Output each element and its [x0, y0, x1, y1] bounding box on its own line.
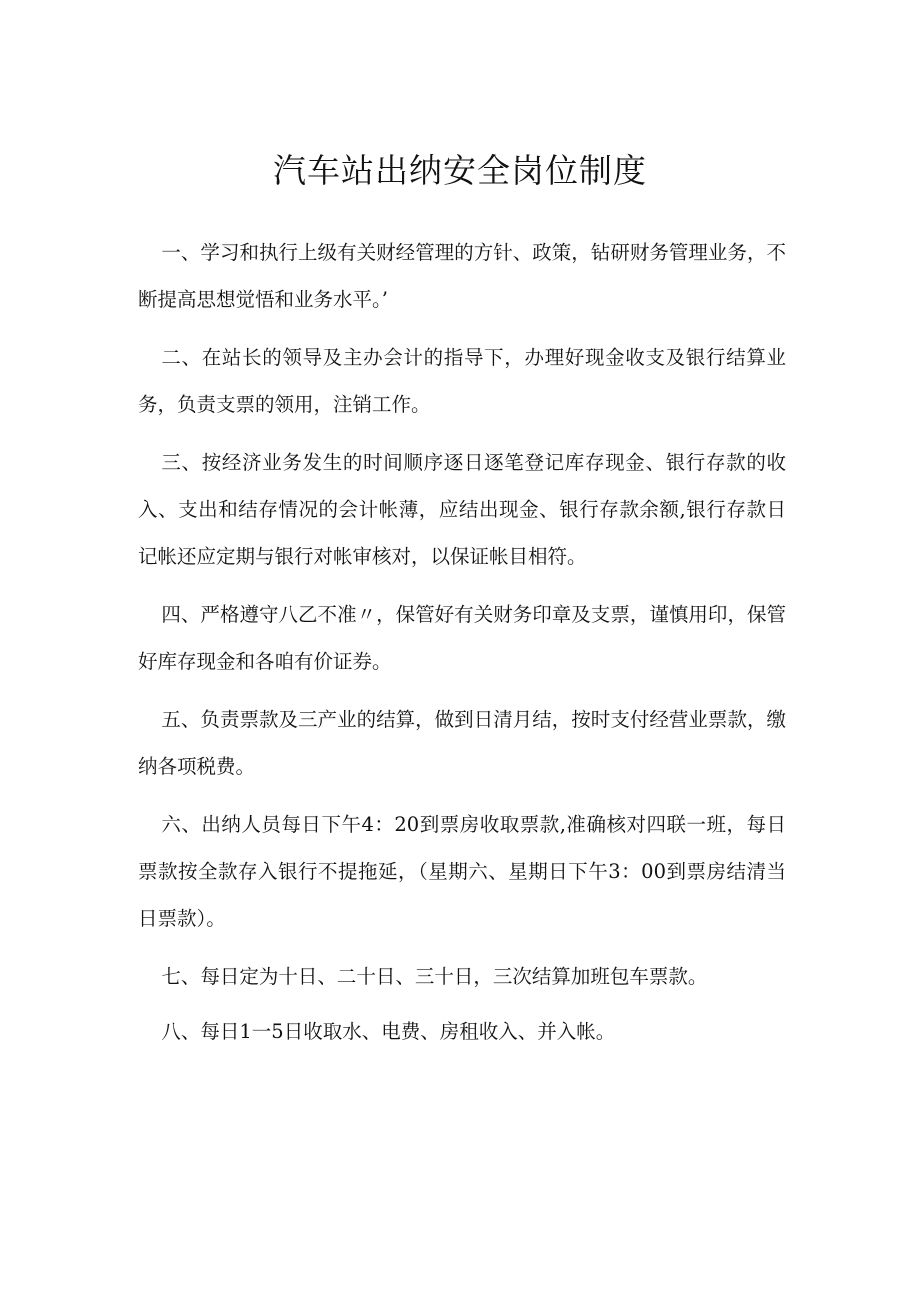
paragraph-6: 六、出纳人员每日下午4：20到票房收取票款,准确核对四联一班，每日票款按全款存入银行不提拖延，（星期六、星期日下午3：00到票房结清当日票款）。	[138, 813, 786, 930]
paragraph-2: 二、在站长的领导及主办会计的指导下，办理好现金收支及银行结算业务，负责支票的领用，注销工作。	[138, 346, 786, 416]
paragraph-4: 四、严格遵守八乙不准〃，保管好有关财务印章及支票，谨慎用印，保管好库存现金和各咱有价证券。	[138, 603, 786, 673]
paragraph-8: 八、每日1一5日收取水、电费、房租收入、并入帐。	[161, 1020, 616, 1043]
paragraph-1: 一、学习和执行上级有关财经管理的方针、政策，钻研财务管理业务，不断提高思想觉悟和业务水平。’	[138, 241, 786, 311]
paragraph-7: 七、每日定为十日、二十日、三十日，三次结算加班包车票款。	[161, 965, 708, 988]
document-body	[138, 229, 786, 1063]
paragraph-3: 三、按经济业务发生的时间顺序逐日逐笔登记库存现金、银行存款的收入、支出和结存情况的会计帐薄，应结出现金、银行存款余额,银行存款日记帐还应定期与银行对帐审核对，以保证帐目相符。	[138, 451, 786, 568]
document-title: 汽车站出纳安全岗位制度	[273, 151, 647, 190]
paragraph-5: 五、负责票款及三产业的结算，做到日清月结，按时支付经营业票款，缴纳各项税费。	[138, 708, 786, 778]
